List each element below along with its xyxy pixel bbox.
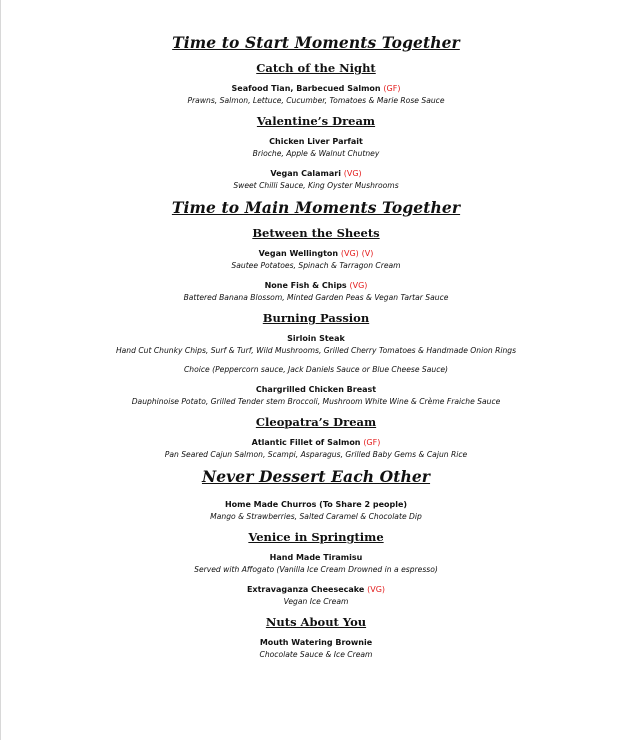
item-name-text: Atlantic Fillet of Salmon — [251, 438, 361, 447]
item-description: Vegan Ice Cream — [283, 597, 349, 606]
item-name — [0, 332, 632, 345]
menu-item — [0, 436, 632, 461]
item-name — [0, 383, 632, 396]
item-name — [0, 167, 632, 180]
menu-item — [0, 383, 632, 408]
spacer — [0, 576, 632, 583]
item-description: Served with Affogato (Vanilla Ice Cream Drowned in a espresso) — [194, 565, 438, 574]
spacer — [0, 160, 632, 167]
item-name-text: Vegan Wellington — [258, 249, 339, 258]
item-name-text: Chicken Liver Parfait — [269, 137, 363, 146]
item-name — [0, 135, 632, 148]
item-name — [0, 247, 632, 260]
item-name-text: Vegan Calamari — [270, 169, 341, 178]
item-name-text: None Fish & Chips — [264, 281, 347, 290]
subsection-title: Between the Sheets — [252, 226, 380, 240]
item-name — [0, 498, 632, 511]
item-name — [0, 636, 632, 649]
section-title: Time to Main Moments Together — [171, 198, 461, 217]
item-description: Chocolate Sauce & Ice Cream — [259, 650, 373, 659]
section-title: Never Dessert Each Other — [201, 467, 431, 486]
menu-item — [0, 636, 632, 661]
item-description: Battered Banana Blossom, Minted Garden Peas & Vegan Tartar Sauce — [183, 293, 449, 302]
item-description: Dauphinoise Potato, Grilled Tender stem Broccoli, Mushroom White Wine & Crème Fraiche Sauce — [131, 397, 501, 406]
item-name — [0, 551, 632, 564]
subsection-title: Nuts About You — [265, 615, 367, 629]
subsection-title: Venice in Springtime — [248, 530, 384, 544]
dietary-tag: (VG) — [367, 585, 386, 594]
subsection-title: Valentine’s Dream — [256, 114, 376, 128]
item-name-text: Home Made Churros (To Share 2 people) — [224, 500, 408, 509]
item-name — [0, 279, 632, 292]
spacer — [0, 272, 632, 279]
item-name-text: Extravaganza Cheesecake — [246, 585, 365, 594]
menu-item — [0, 135, 632, 160]
dietary-tag: (GF) — [363, 438, 381, 447]
menu-item — [0, 498, 632, 523]
item-description: Hand Cut Chunky Chips, Surf & Turf, Wild Mushrooms, Grilled Cherry Tomatoes & Handmade Onion Rings — [115, 346, 517, 355]
item-name-text: Chargrilled Chicken Breast — [255, 385, 377, 394]
menu-item — [0, 583, 632, 608]
menu-item — [0, 551, 632, 576]
item-description: Mango & Strawberries, Salted Caramel & Chocolate Dip — [210, 512, 422, 521]
item-description: Sautee Potatoes, Spinach & Tarragon Cream — [231, 261, 401, 270]
spacer — [0, 357, 632, 364]
item-name-text: Seafood Tian, Barbecued Salmon — [231, 84, 381, 93]
item-description: Prawns, Salmon, Lettuce, Cucumber, Tomatoes & Marie Rose Sauce — [187, 96, 445, 105]
item-name — [0, 82, 632, 95]
item-name — [0, 583, 632, 596]
subsection-title: Burning Passion — [262, 311, 370, 325]
dietary-tag: (VG) — [349, 281, 368, 290]
menu-item — [0, 332, 632, 376]
item-name — [0, 436, 632, 449]
spacer — [0, 376, 632, 383]
item-name-text: Hand Made Tiramisu — [269, 553, 363, 562]
item-name-text: Mouth Watering Brownie — [259, 638, 373, 647]
menu-item — [0, 279, 632, 304]
dietary-tag: (V) — [361, 249, 374, 258]
item-description: Choice (Peppercorn sauce, Jack Daniels Sauce or Blue Cheese Sauce) — [183, 365, 449, 374]
menu-item — [0, 247, 632, 272]
item-description: Pan Seared Cajun Salmon, Scampi, Asparagus, Grilled Baby Gems & Cajun Rice — [164, 450, 468, 459]
item-description: Brioche, Apple & Walnut Chutney — [252, 149, 380, 158]
menu-item — [0, 167, 632, 192]
dietary-tag: (GF) — [383, 84, 401, 93]
dietary-tag: (VG) — [343, 169, 362, 178]
subsection-title: Cleopatra’s Dream — [255, 415, 377, 429]
item-name-text: Sirloin Steak — [287, 334, 345, 343]
dietary-tag: (VG) — [340, 249, 359, 258]
section-title: Time to Start Moments Together — [172, 33, 460, 52]
menu-item — [0, 82, 632, 107]
item-description: Sweet Chilli Sauce, King Oyster Mushrooms — [233, 181, 399, 190]
subsection-title: Catch of the Night — [256, 61, 376, 75]
menu-content — [0, 32, 632, 661]
